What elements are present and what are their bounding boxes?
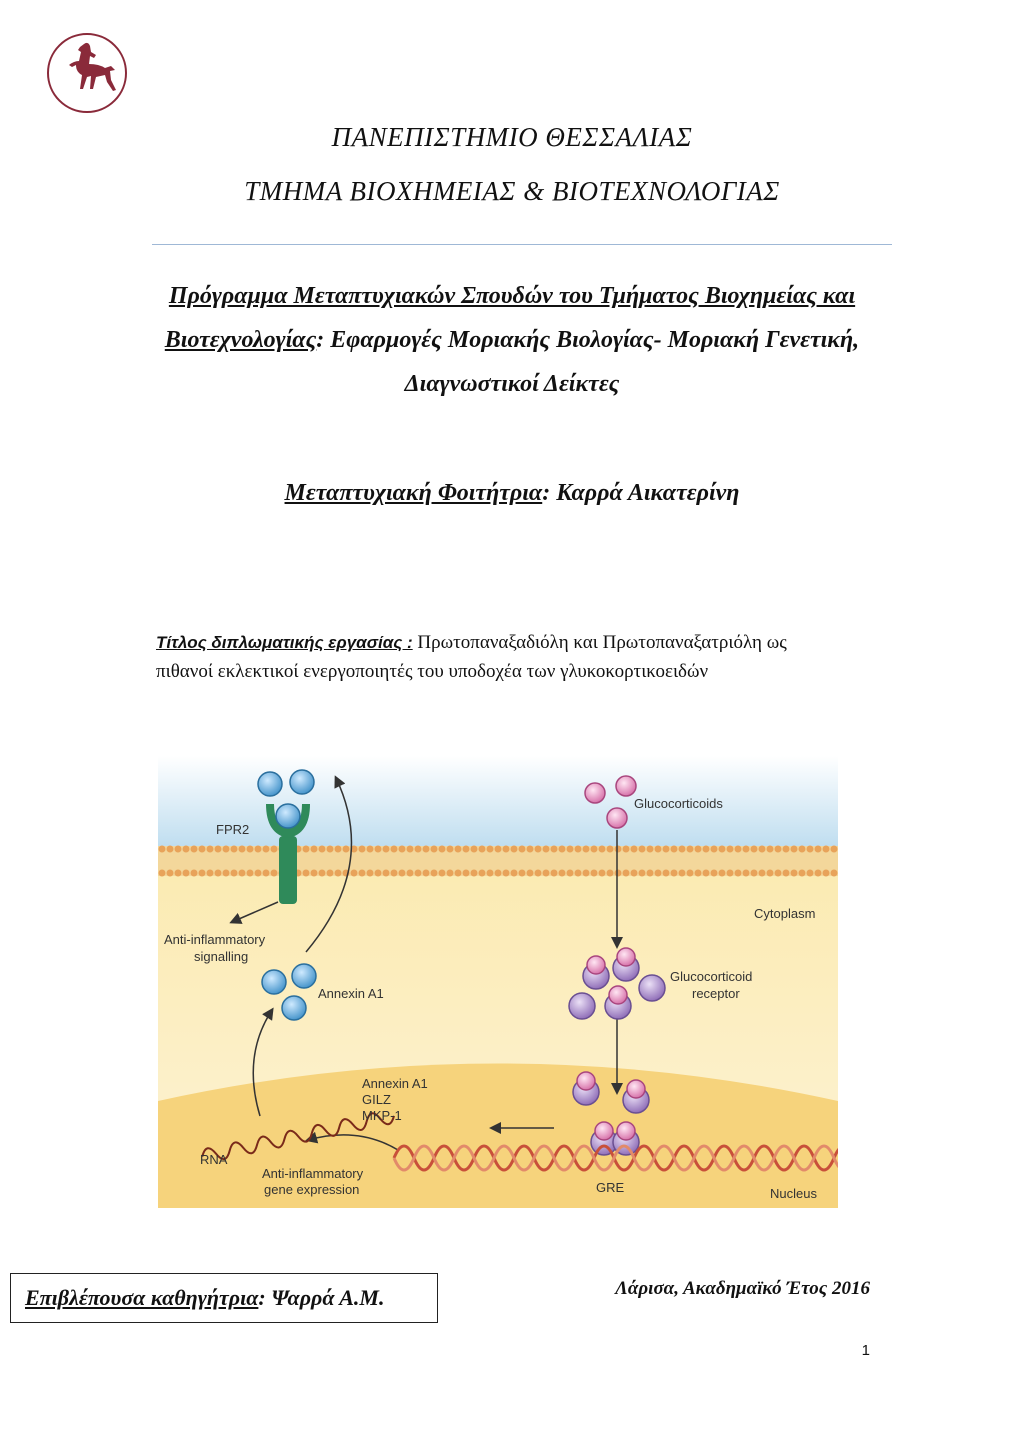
program-label-line2: Βιοτεχνολογίας: [164, 327, 317, 353]
header-divider: [152, 244, 892, 245]
pathway-diagram: [158, 756, 838, 1208]
student-label: Μεταπτυχιακή Φοιτήτρια: [284, 480, 543, 506]
thesis-block: [156, 628, 876, 686]
label-glucocorticoids: Glucocorticoids: [634, 796, 723, 811]
page-number: 1: [861, 1342, 870, 1359]
label-nucleus: Nucleus: [770, 1186, 817, 1201]
supervisor-box: [10, 1273, 438, 1323]
supervisor-name: : Ψαρρά Α.Μ.: [258, 1285, 385, 1310]
place-year: Λάρισα, Ακαδημαϊκό Έτος 2016: [615, 1278, 870, 1299]
supervisor-label: Επιβλέπουσα καθηγήτρια: [25, 1285, 259, 1310]
program-specialization: : Εφαρμογές Μοριακής Βιολογίας- Μοριακή Γενετική,: [316, 327, 860, 353]
label-gre: GRE: [596, 1180, 625, 1195]
thesis-label: Τίτλος διπλωματικής εργασίας :: [156, 633, 413, 652]
extracellular-space: [158, 756, 838, 851]
label-anti-signal-2: signalling: [194, 949, 249, 964]
thesis-title-line1: Πρωτοπαναξαδιόλη και Πρωτοπαναξατριόλη ως: [412, 632, 787, 653]
program-label-line1: Πρόγραμμα Μεταπτυχιακών Σπουδών του Τμήματος Βιοχημείας και: [168, 283, 856, 309]
label-fpr2: FPR2: [216, 822, 250, 837]
student-name: : Καρρά Αικατερίνη: [542, 480, 740, 506]
label-cytoplasm: Cytoplasm: [754, 906, 816, 921]
label-annexin: Annexin A1: [318, 986, 384, 1001]
cell-membrane: [158, 846, 838, 877]
university-name: ΠΑΝΕΠΙΣΤΗΜΙΟ ΘΕΣΣΑΛΙΑΣ: [331, 122, 693, 152]
student-block: [0, 480, 1024, 507]
label-expr-2: gene expression: [264, 1182, 360, 1197]
department-name: ΤΜΗΜΑ ΒΙΟΧΗΜΕΙΑΣ & ΒΙΟΤΕΧΝΟΛΟΓΙΑΣ: [244, 176, 780, 206]
thesis-title-line2: πιθανοί εκλεκτικοί ενεργοποιητές του υποδοχέα των γλυκοκορτικοειδών: [156, 661, 709, 682]
label-genes-2: GILZ: [362, 1092, 391, 1107]
label-expr-1: Anti-inflammatory: [262, 1166, 364, 1181]
program-line3: Διαγνωστικοί Δείκτες: [404, 371, 620, 397]
centaur-logo-icon: [44, 32, 130, 114]
glucocorticoid-pathway-figure: [158, 756, 838, 1208]
nucleus-area: [158, 1064, 838, 1209]
label-gr-1: Glucocorticoid: [670, 969, 753, 984]
label-gr-2: receptor: [692, 986, 740, 1001]
label-genes-1: Annexin A1: [362, 1076, 428, 1091]
program-block: [0, 274, 1024, 406]
label-rna: RNA: [200, 1152, 228, 1167]
label-anti-signal-1: Anti-inflammatory: [164, 932, 266, 947]
label-genes-3: MKP-1: [362, 1108, 402, 1123]
university-logo: [44, 32, 130, 114]
